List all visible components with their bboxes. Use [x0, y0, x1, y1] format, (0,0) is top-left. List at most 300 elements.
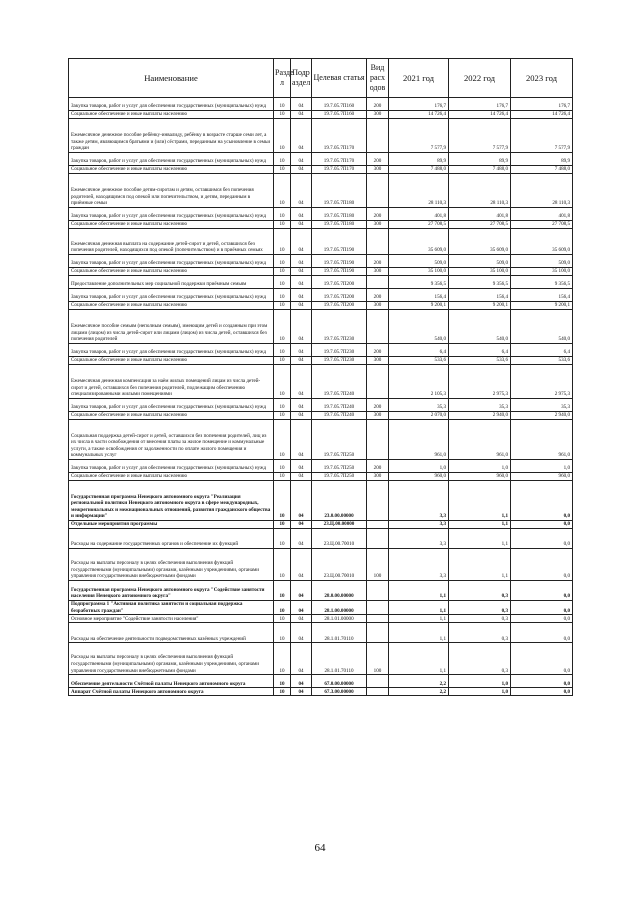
header-podrazdel: Подр аздел	[291, 59, 312, 98]
row-value-2022: 2 940,0	[449, 412, 511, 420]
row-value-2023: 0,0	[511, 643, 573, 675]
row-target-article: 19.7.05.7П170	[312, 119, 367, 153]
table-row	[69, 310, 573, 344]
row-podrazdel: 04	[291, 529, 312, 549]
row-target-article: 19.7.05.7П160	[312, 111, 367, 119]
row-target-article: 23.Ц.00.00000	[312, 521, 367, 529]
row-name: Социальное обеспечение и иные выплаты населению	[69, 473, 274, 481]
row-razdel: 10	[274, 119, 291, 153]
header-2023: 2023 год	[511, 59, 573, 98]
row-podrazdel: 04	[291, 473, 312, 481]
row-razdel: 10	[274, 153, 291, 166]
row-target-article: 28.0.00.00000	[312, 581, 367, 601]
row-podrazdel: 04	[291, 601, 312, 615]
row-expense-type	[367, 276, 389, 289]
row-target-article: 23.0.00.00000	[312, 481, 367, 521]
row-value-2022: 28 110,3	[449, 174, 511, 208]
row-expense-type: 200	[367, 289, 389, 302]
row-expense-type: 300	[367, 166, 389, 174]
row-name: Закупка товаров, работ и услуг для обеспечения государственных (муниципальных) нужд	[69, 153, 274, 166]
row-razdel: 10	[274, 268, 291, 276]
row-razdel: 10	[274, 276, 291, 289]
row-expense-type: 200	[367, 153, 389, 166]
table-row	[69, 344, 573, 357]
row-name: Социальное обеспечение и иные выплаты населению	[69, 357, 274, 365]
row-name: Обеспечение деятельности Счётной палаты Ненецкого автономного округа	[69, 675, 274, 688]
row-name: Закупка товаров, работ и услуг для обеспечения государственных (муниципальных) нужд	[69, 289, 274, 302]
row-value-2023: 89,9	[511, 153, 573, 166]
row-name: Отдельные мероприятия программы	[69, 521, 274, 529]
row-target-article: 19.7.05.7П240	[312, 412, 367, 420]
row-value-2021: 2 105,3	[389, 365, 449, 399]
row-name: Основное мероприятие "Содействие занятости населения"	[69, 615, 274, 623]
row-name: Закупка товаров, работ и услуг для обеспечения государственных (муниципальных) нужд	[69, 460, 274, 473]
header-2021: 2021 год	[389, 59, 449, 98]
header-razdel: Разде л	[274, 59, 291, 98]
row-value-2021: 35 100,0	[389, 268, 449, 276]
row-razdel: 10	[274, 221, 291, 229]
row-value-2021: 1,1	[389, 643, 449, 675]
row-target-article: 19.7.05.7П180	[312, 221, 367, 229]
row-razdel: 10	[274, 302, 291, 310]
row-razdel: 10	[274, 601, 291, 615]
row-podrazdel: 04	[291, 229, 312, 255]
row-target-article: 19.7.05.7П230	[312, 344, 367, 357]
row-razdel: 10	[274, 615, 291, 623]
row-target-article: 67.3.00.00000	[312, 688, 367, 696]
row-value-2022: 7 488,0	[449, 166, 511, 174]
row-expense-type: 300	[367, 302, 389, 310]
row-value-2021: 14 726,4	[389, 111, 449, 119]
row-value-2022: 1,0	[449, 675, 511, 688]
row-podrazdel: 04	[291, 623, 312, 643]
row-value-2022: 1,1	[449, 549, 511, 581]
row-value-2023: 35,3	[511, 399, 573, 412]
row-podrazdel: 04	[291, 98, 312, 111]
row-target-article: 19.7.05.7П250	[312, 460, 367, 473]
row-value-2023: 1,0	[511, 460, 573, 473]
row-podrazdel: 04	[291, 276, 312, 289]
row-name: Закупка товаров, работ и услуг для обеспечения государственных (муниципальных) нужд	[69, 98, 274, 111]
row-podrazdel: 04	[291, 399, 312, 412]
row-podrazdel: 04	[291, 119, 312, 153]
row-target-article: 23.Ц.00.70010	[312, 549, 367, 581]
row-value-2022: 0,3	[449, 615, 511, 623]
row-razdel: 10	[274, 420, 291, 460]
row-name: Аппарат Счётной палаты Ненецкого автономного округа	[69, 688, 274, 696]
row-expense-type	[367, 521, 389, 529]
row-expense-type	[367, 581, 389, 601]
row-razdel: 10	[274, 643, 291, 675]
row-name: Закупка товаров, работ и услуг для обеспечения государственных (муниципальных) нужд	[69, 344, 274, 357]
row-value-2021: 27 708,5	[389, 221, 449, 229]
row-value-2023: 28 110,3	[511, 174, 573, 208]
row-razdel: 10	[274, 675, 291, 688]
row-target-article: 19.7.05.7П180	[312, 174, 367, 208]
row-razdel: 10	[274, 412, 291, 420]
row-expense-type	[367, 119, 389, 153]
row-value-2022: 540,0	[449, 310, 511, 344]
row-target-article: 19.7.05.7П200	[312, 289, 367, 302]
row-expense-type: 300	[367, 268, 389, 276]
row-razdel: 10	[274, 460, 291, 473]
row-razdel: 10	[274, 111, 291, 119]
row-value-2022: 6,4	[449, 344, 511, 357]
row-expense-type	[367, 601, 389, 615]
row-value-2021: 961,0	[389, 420, 449, 460]
row-value-2023: 6,4	[511, 344, 573, 357]
table-row	[69, 581, 573, 601]
row-razdel: 10	[274, 521, 291, 529]
table-row	[69, 276, 573, 289]
row-value-2022: 960,0	[449, 473, 511, 481]
row-value-2023: 0,0	[511, 601, 573, 615]
table-row	[69, 166, 573, 174]
row-name: Расходы на содержание государственных органов и обеспечение их функций	[69, 529, 274, 549]
table-row	[69, 221, 573, 229]
row-target-article: 19.7.05.7П230	[312, 357, 367, 365]
row-expense-type	[367, 623, 389, 643]
row-value-2022: 2 975,3	[449, 365, 511, 399]
row-expense-type	[367, 529, 389, 549]
row-name: Ежемесячное денежное пособие детям-сиротам и детям, оставшимся без попечения родителей, находящимся под опекой или попечительством, и детям, переданным в приёмные семьи	[69, 174, 274, 208]
row-value-2022: 401,8	[449, 208, 511, 221]
table-row	[69, 208, 573, 221]
table-row	[69, 268, 573, 276]
row-name: Ежемесячное пособие семьям (неполным семьям), имеющим детей и созданным при этом лицами (лицом) из числа детей-сирот или лицами (лицом) из числа детей, оставшихся без попечения родителей	[69, 310, 274, 344]
row-razdel: 10	[274, 357, 291, 365]
header-expense-type: Вид расх одов	[367, 59, 389, 98]
row-name: Закупка товаров, работ и услуг для обеспечения государственных (муниципальных) нужд	[69, 208, 274, 221]
row-value-2022: 35 609,0	[449, 229, 511, 255]
row-razdel: 10	[274, 98, 291, 111]
row-target-article: 19.7.05.7П250	[312, 473, 367, 481]
row-podrazdel: 04	[291, 289, 312, 302]
row-name: Государственная программа Ненецкого автономного округа "Реализация региональной политики Ненецкого автономного округа в сфере международных, межрегиональных и межнациональных отношений, развития гражданского общества и информации"	[69, 481, 274, 521]
row-name: Социальное обеспечение и иные выплаты населению	[69, 221, 274, 229]
row-razdel: 10	[274, 473, 291, 481]
row-value-2022: 509,0	[449, 255, 511, 268]
row-value-2023: 35 100,0	[511, 268, 573, 276]
row-value-2021: 1,0	[389, 460, 449, 473]
row-value-2021: 156,4	[389, 289, 449, 302]
row-value-2021: 6,4	[389, 344, 449, 357]
row-podrazdel: 04	[291, 153, 312, 166]
row-target-article: 19.7.05.7П230	[312, 310, 367, 344]
row-target-article: 28.1.00.00000	[312, 601, 367, 615]
table-row	[69, 481, 573, 521]
row-value-2022: 89,9	[449, 153, 511, 166]
row-name: Ежемесячная денежная компенсация за наём жилых помещений лицам из числа детей-сирот и детей, оставшихся без попечения родителей, подлежащим обеспечению специализированными жилыми помещениями	[69, 365, 274, 399]
row-value-2021: 89,9	[389, 153, 449, 166]
row-value-2023: 9 200,1	[511, 302, 573, 310]
row-podrazdel: 04	[291, 581, 312, 601]
row-expense-type	[367, 688, 389, 696]
table-row	[69, 601, 573, 615]
row-value-2021: 7 488,0	[389, 166, 449, 174]
table-row	[69, 460, 573, 473]
table-row	[69, 643, 573, 675]
row-value-2021: 1,1	[389, 623, 449, 643]
row-value-2021: 960,0	[389, 473, 449, 481]
header-target-article: Целевая статья	[312, 59, 367, 98]
table-row	[69, 420, 573, 460]
row-value-2023: 540,0	[511, 310, 573, 344]
table-row	[69, 119, 573, 153]
row-name: Расходы на выплаты персоналу в целях обеспечения выполнения функций государственными (муниципальными) органами, казёнными учреждениями, органами управления государственными внебюджетными фондами	[69, 643, 274, 675]
row-value-2022: 35 100,0	[449, 268, 511, 276]
row-value-2022: 1,1	[449, 529, 511, 549]
row-name: Предоставление дополнительных мер социальной поддержки приёмным семьям	[69, 276, 274, 289]
row-value-2021: 2,2	[389, 688, 449, 696]
row-podrazdel: 04	[291, 688, 312, 696]
row-value-2022: 1,1	[449, 481, 511, 521]
row-value-2022: 27 708,5	[449, 221, 511, 229]
row-value-2023: 0,0	[511, 623, 573, 643]
row-value-2023: 9 356,5	[511, 276, 573, 289]
table-row	[69, 399, 573, 412]
row-podrazdel: 04	[291, 310, 312, 344]
row-value-2022: 156,4	[449, 289, 511, 302]
row-expense-type: 200	[367, 208, 389, 221]
row-value-2021: 35,3	[389, 399, 449, 412]
row-value-2021: 7 577,9	[389, 119, 449, 153]
row-razdel: 10	[274, 623, 291, 643]
row-value-2021: 3,3	[389, 521, 449, 529]
row-podrazdel: 04	[291, 521, 312, 529]
row-value-2021: 533,6	[389, 357, 449, 365]
row-value-2023: 0,0	[511, 615, 573, 623]
row-podrazdel: 04	[291, 174, 312, 208]
row-value-2023: 156,4	[511, 289, 573, 302]
row-podrazdel: 04	[291, 344, 312, 357]
row-expense-type	[367, 481, 389, 521]
row-name: Ежемесячное денежное пособие ребёнку-инвалиду, ребёнку в возрасте старше семи лет, а также детям, являющимся братьями и (или) сёстрами, переданным на усыновление в семьи граждан	[69, 119, 274, 153]
row-name: Расходы на обеспечение деятельности подведомственных казённых учреждений	[69, 623, 274, 643]
table-row	[69, 98, 573, 111]
row-value-2021: 1,1	[389, 581, 449, 601]
table-row	[69, 302, 573, 310]
header-2022: 2022 год	[449, 59, 511, 98]
page-number: 64	[314, 842, 326, 854]
table-row	[69, 289, 573, 302]
row-expense-type: 100	[367, 643, 389, 675]
row-value-2021: 28 110,3	[389, 174, 449, 208]
row-value-2021: 401,8	[389, 208, 449, 221]
row-podrazdel: 04	[291, 643, 312, 675]
row-value-2023: 960,0	[511, 473, 573, 481]
row-value-2022: 0,3	[449, 623, 511, 643]
row-value-2021: 35 609,0	[389, 229, 449, 255]
row-name: Подпрограмма 1 "Активная политика занятости и социальная поддержка безработных граждан"	[69, 601, 274, 615]
row-podrazdel: 04	[291, 221, 312, 229]
row-expense-type: 200	[367, 460, 389, 473]
table-row	[69, 675, 573, 688]
row-value-2023: 401,8	[511, 208, 573, 221]
row-razdel: 10	[274, 208, 291, 221]
row-expense-type: 300	[367, 412, 389, 420]
row-value-2023: 176,7	[511, 98, 573, 111]
row-name: Социальное обеспечение и иные выплаты населению	[69, 412, 274, 420]
row-podrazdel: 04	[291, 255, 312, 268]
table-row	[69, 412, 573, 420]
row-expense-type: 300	[367, 473, 389, 481]
row-value-2021: 9 200,1	[389, 302, 449, 310]
row-expense-type	[367, 420, 389, 460]
table-row	[69, 255, 573, 268]
row-podrazdel: 04	[291, 549, 312, 581]
row-target-article: 19.7.05.7П170	[312, 153, 367, 166]
table-row	[69, 615, 573, 623]
row-value-2023: 35 609,0	[511, 229, 573, 255]
row-value-2023: 27 708,5	[511, 221, 573, 229]
row-name: Социальное обеспечение и иные выплаты населению	[69, 166, 274, 174]
row-value-2023: 509,0	[511, 255, 573, 268]
row-value-2023: 533,6	[511, 357, 573, 365]
row-target-article: 19.7.05.7П240	[312, 399, 367, 412]
row-value-2023: 0,0	[511, 549, 573, 581]
table-row	[69, 623, 573, 643]
row-target-article: 28.1.01.70110	[312, 623, 367, 643]
row-razdel: 10	[274, 344, 291, 357]
row-value-2021: 3,3	[389, 481, 449, 521]
row-target-article: 19.7.05.7П160	[312, 98, 367, 111]
row-target-article: 28.1.01.00000	[312, 615, 367, 623]
row-expense-type	[367, 675, 389, 688]
row-value-2021: 3,3	[389, 549, 449, 581]
row-razdel: 10	[274, 529, 291, 549]
row-value-2022: 176,7	[449, 98, 511, 111]
table-row	[69, 229, 573, 255]
row-value-2023: 7 488,0	[511, 166, 573, 174]
table-body	[69, 98, 573, 696]
row-value-2022: 0,3	[449, 643, 511, 675]
row-value-2021: 509,0	[389, 255, 449, 268]
row-target-article: 19.7.05.7П190	[312, 268, 367, 276]
row-podrazdel: 04	[291, 412, 312, 420]
row-expense-type: 200	[367, 344, 389, 357]
row-value-2021: 1,1	[389, 615, 449, 623]
row-value-2022: 1,1	[449, 521, 511, 529]
row-value-2023: 7 577,9	[511, 119, 573, 153]
row-razdel: 10	[274, 365, 291, 399]
row-target-article: 28.1.01.70110	[312, 643, 367, 675]
row-podrazdel: 04	[291, 166, 312, 174]
table-row	[69, 153, 573, 166]
row-value-2022: 533,6	[449, 357, 511, 365]
row-razdel: 10	[274, 399, 291, 412]
row-razdel: 10	[274, 310, 291, 344]
row-value-2022: 35,3	[449, 399, 511, 412]
row-expense-type: 200	[367, 98, 389, 111]
row-expense-type: 200	[367, 399, 389, 412]
row-value-2023: 0,0	[511, 481, 573, 521]
row-podrazdel: 04	[291, 481, 312, 521]
row-razdel: 10	[274, 229, 291, 255]
row-razdel: 10	[274, 174, 291, 208]
row-expense-type: 300	[367, 111, 389, 119]
row-expense-type: 200	[367, 255, 389, 268]
row-value-2023: 0,0	[511, 521, 573, 529]
table-row	[69, 357, 573, 365]
row-target-article: 19.7.05.7П200	[312, 302, 367, 310]
budget-table-container	[68, 58, 572, 696]
row-value-2021: 3,3	[389, 529, 449, 549]
row-podrazdel: 04	[291, 357, 312, 365]
row-value-2021: 2,2	[389, 675, 449, 688]
row-razdel: 10	[274, 255, 291, 268]
row-value-2022: 9 356,5	[449, 276, 511, 289]
budget-table	[68, 58, 573, 696]
row-expense-type	[367, 174, 389, 208]
row-value-2023: 0,0	[511, 529, 573, 549]
table-row	[69, 549, 573, 581]
table-row	[69, 174, 573, 208]
row-target-article: 23.Ц.00.70010	[312, 529, 367, 549]
row-value-2023: 0,0	[511, 675, 573, 688]
row-value-2021: 9 356,5	[389, 276, 449, 289]
row-podrazdel: 04	[291, 460, 312, 473]
table-row	[69, 529, 573, 549]
row-target-article: 19.7.05.7П180	[312, 208, 367, 221]
row-value-2022: 14 726,4	[449, 111, 511, 119]
row-value-2023: 14 726,4	[511, 111, 573, 119]
row-value-2023: 961,0	[511, 420, 573, 460]
row-razdel: 10	[274, 166, 291, 174]
row-podrazdel: 04	[291, 420, 312, 460]
row-razdel: 10	[274, 581, 291, 601]
row-target-article: 19.7.05.7П200	[312, 276, 367, 289]
row-expense-type	[367, 365, 389, 399]
header-name: Наименование	[69, 59, 274, 98]
row-value-2021: 176,7	[389, 98, 449, 111]
row-razdel: 10	[274, 688, 291, 696]
row-podrazdel: 04	[291, 268, 312, 276]
row-name: Закупка товаров, работ и услуг для обеспечения государственных (муниципальных) нужд	[69, 255, 274, 268]
row-name: Ежемесячная денежная выплата на содержание детей-сирот и детей, оставшихся без попечения родителей, находящихся под опекой (попечительством) и в приёмных семьях	[69, 229, 274, 255]
row-value-2022: 1,0	[449, 688, 511, 696]
row-value-2022: 961,0	[449, 420, 511, 460]
row-expense-type: 300	[367, 221, 389, 229]
row-podrazdel: 04	[291, 111, 312, 119]
row-target-article: 19.7.05.7П250	[312, 420, 367, 460]
row-expense-type: 300	[367, 357, 389, 365]
row-podrazdel: 04	[291, 365, 312, 399]
row-target-article: 67.0.00.00000	[312, 675, 367, 688]
row-razdel: 10	[274, 289, 291, 302]
row-value-2023: 0,0	[511, 688, 573, 696]
row-podrazdel: 04	[291, 615, 312, 623]
row-podrazdel: 04	[291, 302, 312, 310]
row-value-2022: 0,3	[449, 601, 511, 615]
row-podrazdel: 04	[291, 675, 312, 688]
row-expense-type	[367, 615, 389, 623]
row-name: Социальное обеспечение и иные выплаты населению	[69, 268, 274, 276]
row-expense-type: 100	[367, 549, 389, 581]
table-row	[69, 473, 573, 481]
row-value-2022: 7 577,9	[449, 119, 511, 153]
row-target-article: 19.7.05.7П190	[312, 229, 367, 255]
row-razdel: 10	[274, 481, 291, 521]
table-row	[69, 111, 573, 119]
row-name: Закупка товаров, работ и услуг для обеспечения государственных (муниципальных) нужд	[69, 399, 274, 412]
row-name: Социальное обеспечение и иные выплаты населению	[69, 302, 274, 310]
header-row	[69, 59, 573, 98]
row-name: Социальное обеспечение и иные выплаты населению	[69, 111, 274, 119]
row-value-2023: 2 940,0	[511, 412, 573, 420]
row-expense-type	[367, 310, 389, 344]
row-target-article: 19.7.05.7П190	[312, 255, 367, 268]
